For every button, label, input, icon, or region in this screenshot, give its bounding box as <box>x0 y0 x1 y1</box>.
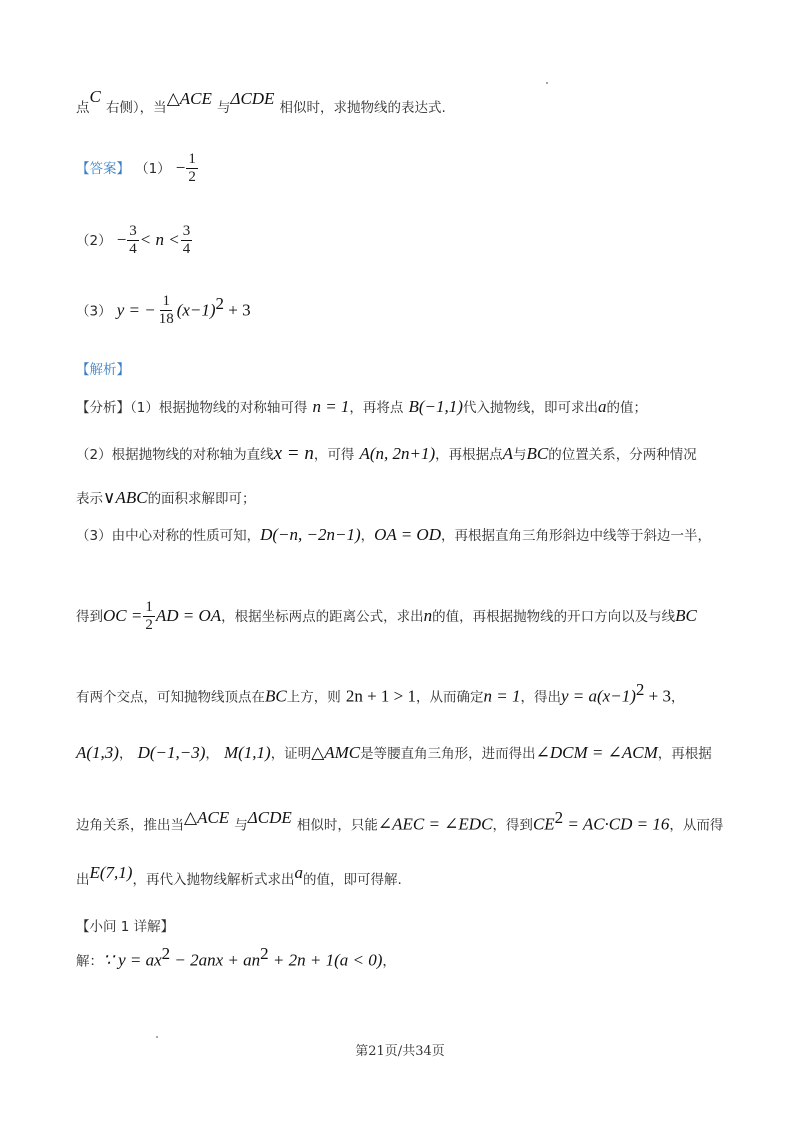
question-tail-line <box>76 87 446 117</box>
text: ，得出 <box>520 689 561 706</box>
math: △AMC <box>311 743 361 762</box>
analysis-label: 【解析】 <box>76 362 130 378</box>
math: D(−n, −2n−1) <box>260 525 361 544</box>
text: 有两个交点，可知抛物线顶点在 <box>76 689 265 706</box>
math: △ACE <box>184 808 230 828</box>
math-triangle: △ACE <box>166 89 212 108</box>
math: BC <box>526 444 549 463</box>
text: 的位置关系，分两种情况 <box>548 447 697 463</box>
math: A <box>502 444 514 463</box>
text: （3） <box>76 303 112 320</box>
fraction <box>181 224 193 257</box>
math: − 2anx + an <box>170 950 261 970</box>
math: B(−1,1) <box>408 397 463 416</box>
fraction <box>127 224 139 257</box>
math: BC <box>675 606 697 625</box>
math: y = a(x−1) <box>561 686 636 706</box>
text: 与 <box>513 447 527 463</box>
math: a <box>597 397 607 416</box>
denominator: 4 <box>182 241 191 257</box>
answer-part-3 <box>76 294 251 327</box>
solution-line <box>76 944 396 970</box>
math: E(7,1) <box>89 863 133 882</box>
math: A(1,3) <box>76 743 119 762</box>
text: ，证明 <box>270 746 312 762</box>
text: ，再代入抛物线解析式求出 <box>132 872 295 888</box>
text: 与 <box>216 100 231 116</box>
math: CE <box>532 814 555 834</box>
math: A(n, 2n+1) <box>359 444 436 463</box>
math: a <box>294 863 303 882</box>
math: 2n + 1 > 1 <box>345 686 417 706</box>
detail-heading <box>76 915 174 935</box>
analysis-line-3 <box>76 487 256 508</box>
fraction <box>143 600 155 633</box>
denominator: 2 <box>188 169 196 185</box>
text: 的值，再根据抛物线的开口方向以及与线 <box>432 609 676 625</box>
exponent: 2 <box>554 808 564 827</box>
analysis-line-8 <box>76 808 723 834</box>
text: （2） <box>76 233 112 249</box>
exponent: 2 <box>161 944 171 963</box>
math: (x−1) <box>176 300 216 320</box>
text: （1）根据抛物线的对称轴可得 <box>130 400 308 416</box>
analysis-heading <box>76 358 130 378</box>
text: 相似时，求抛物线的表达式. <box>279 100 446 116</box>
exponent: 2 <box>260 944 269 963</box>
text: ， <box>670 689 685 706</box>
analysis-line-5 <box>76 600 697 633</box>
math: + 3 <box>644 686 671 706</box>
answer-label: 【答案】 <box>76 161 130 177</box>
math: + 2n + 1(a < 0) <box>268 950 383 970</box>
text: 的面积求解即可； <box>147 491 256 507</box>
text: 解： <box>76 953 103 970</box>
text: （3）由中心对称的性质可知， <box>76 528 261 544</box>
math: ∨ABC <box>103 488 148 507</box>
math: < n < <box>139 230 180 249</box>
math: y = − <box>116 300 156 320</box>
text: 出 <box>76 872 90 888</box>
page-footer: 第21页/共34页 <box>355 1044 445 1059</box>
text: 代入抛物线，即可求出 <box>462 400 598 416</box>
math-var: C <box>89 87 101 106</box>
denominator: 4 <box>129 241 137 257</box>
math: − <box>175 158 186 177</box>
math: n = 1 <box>312 397 350 416</box>
exponent: 2 <box>215 294 225 313</box>
math: ΔCDE <box>247 808 292 828</box>
text: 得到 <box>76 609 103 625</box>
text: ，从而得 <box>669 817 724 834</box>
math: ∠DCM = ∠ACM <box>535 743 658 762</box>
text: 表示 <box>76 491 103 507</box>
answer-part-1 <box>76 152 199 185</box>
fraction <box>157 294 176 327</box>
text: 是等腰直角三角形，进而得出 <box>360 746 536 762</box>
numerator: 3 <box>182 223 191 239</box>
text: 边角关系，推出当 <box>76 817 184 834</box>
text: 与 <box>234 817 248 834</box>
text: 点 <box>76 100 90 116</box>
analysis-line-4 <box>76 524 711 545</box>
text: ，再根据点 <box>435 447 503 463</box>
text: ，得到 <box>492 817 533 834</box>
denominator: 18 <box>158 311 174 328</box>
text: 的值，即可得解. <box>302 872 402 888</box>
analysis-line-1 <box>76 396 647 417</box>
math: ∵ y = ax <box>103 950 162 970</box>
math: ∠AEC = ∠EDC <box>377 814 493 834</box>
denominator: 2 <box>145 617 153 633</box>
text: 【分析】 <box>76 400 130 416</box>
text: 上方，则 <box>286 689 341 706</box>
numerator: 1 <box>188 151 196 167</box>
math-triangle: ΔCDE <box>230 89 275 108</box>
text: 右侧），当 <box>105 100 167 116</box>
numerator: 1 <box>162 293 170 310</box>
math: = AC·CD = 16 <box>563 814 670 834</box>
text: ，根据坐标两点的距离公式，求出 <box>221 609 424 625</box>
text: ，从而确定 <box>416 689 484 706</box>
speck-mark <box>546 82 548 84</box>
text: 的值； <box>606 400 647 416</box>
text: 相似时，只能 <box>296 817 378 834</box>
numerator: 3 <box>129 223 137 239</box>
text: （2）根据抛物线的对称轴为直线 <box>76 447 274 463</box>
analysis-line-9 <box>76 863 402 889</box>
text: ， <box>118 746 133 762</box>
math: BC <box>265 686 287 706</box>
math: n = 1 <box>483 686 521 706</box>
text: ，可得 <box>313 447 355 463</box>
text: ，再根据 <box>657 746 712 762</box>
fraction <box>186 152 198 185</box>
math: D(−1,−3) <box>137 743 206 762</box>
math: AD = OA <box>155 606 222 625</box>
math: x = n <box>273 443 314 464</box>
math: OC = <box>103 606 143 625</box>
answer-part-2 <box>76 224 193 257</box>
analysis-line-7 <box>76 742 712 763</box>
text: ，再根据直角三角形斜边中线等于斜边一半， <box>441 528 711 544</box>
text: 【小问 1 详解】 <box>76 919 175 935</box>
text: ， <box>360 528 375 544</box>
analysis-line-6 <box>76 680 684 706</box>
math: + 3 <box>224 300 251 320</box>
math: − <box>116 230 127 249</box>
numerator: 1 <box>145 599 153 615</box>
speck-mark <box>156 1036 158 1038</box>
text: （1） <box>135 161 171 177</box>
exponent: 2 <box>635 680 645 699</box>
text: ， <box>205 746 219 762</box>
text: ，再将点 <box>349 400 404 416</box>
math: OA = OD <box>374 525 441 544</box>
analysis-line-2 <box>76 443 697 465</box>
math: n <box>423 606 433 625</box>
math: M(1,1) <box>223 743 271 762</box>
text: ， <box>382 953 396 970</box>
